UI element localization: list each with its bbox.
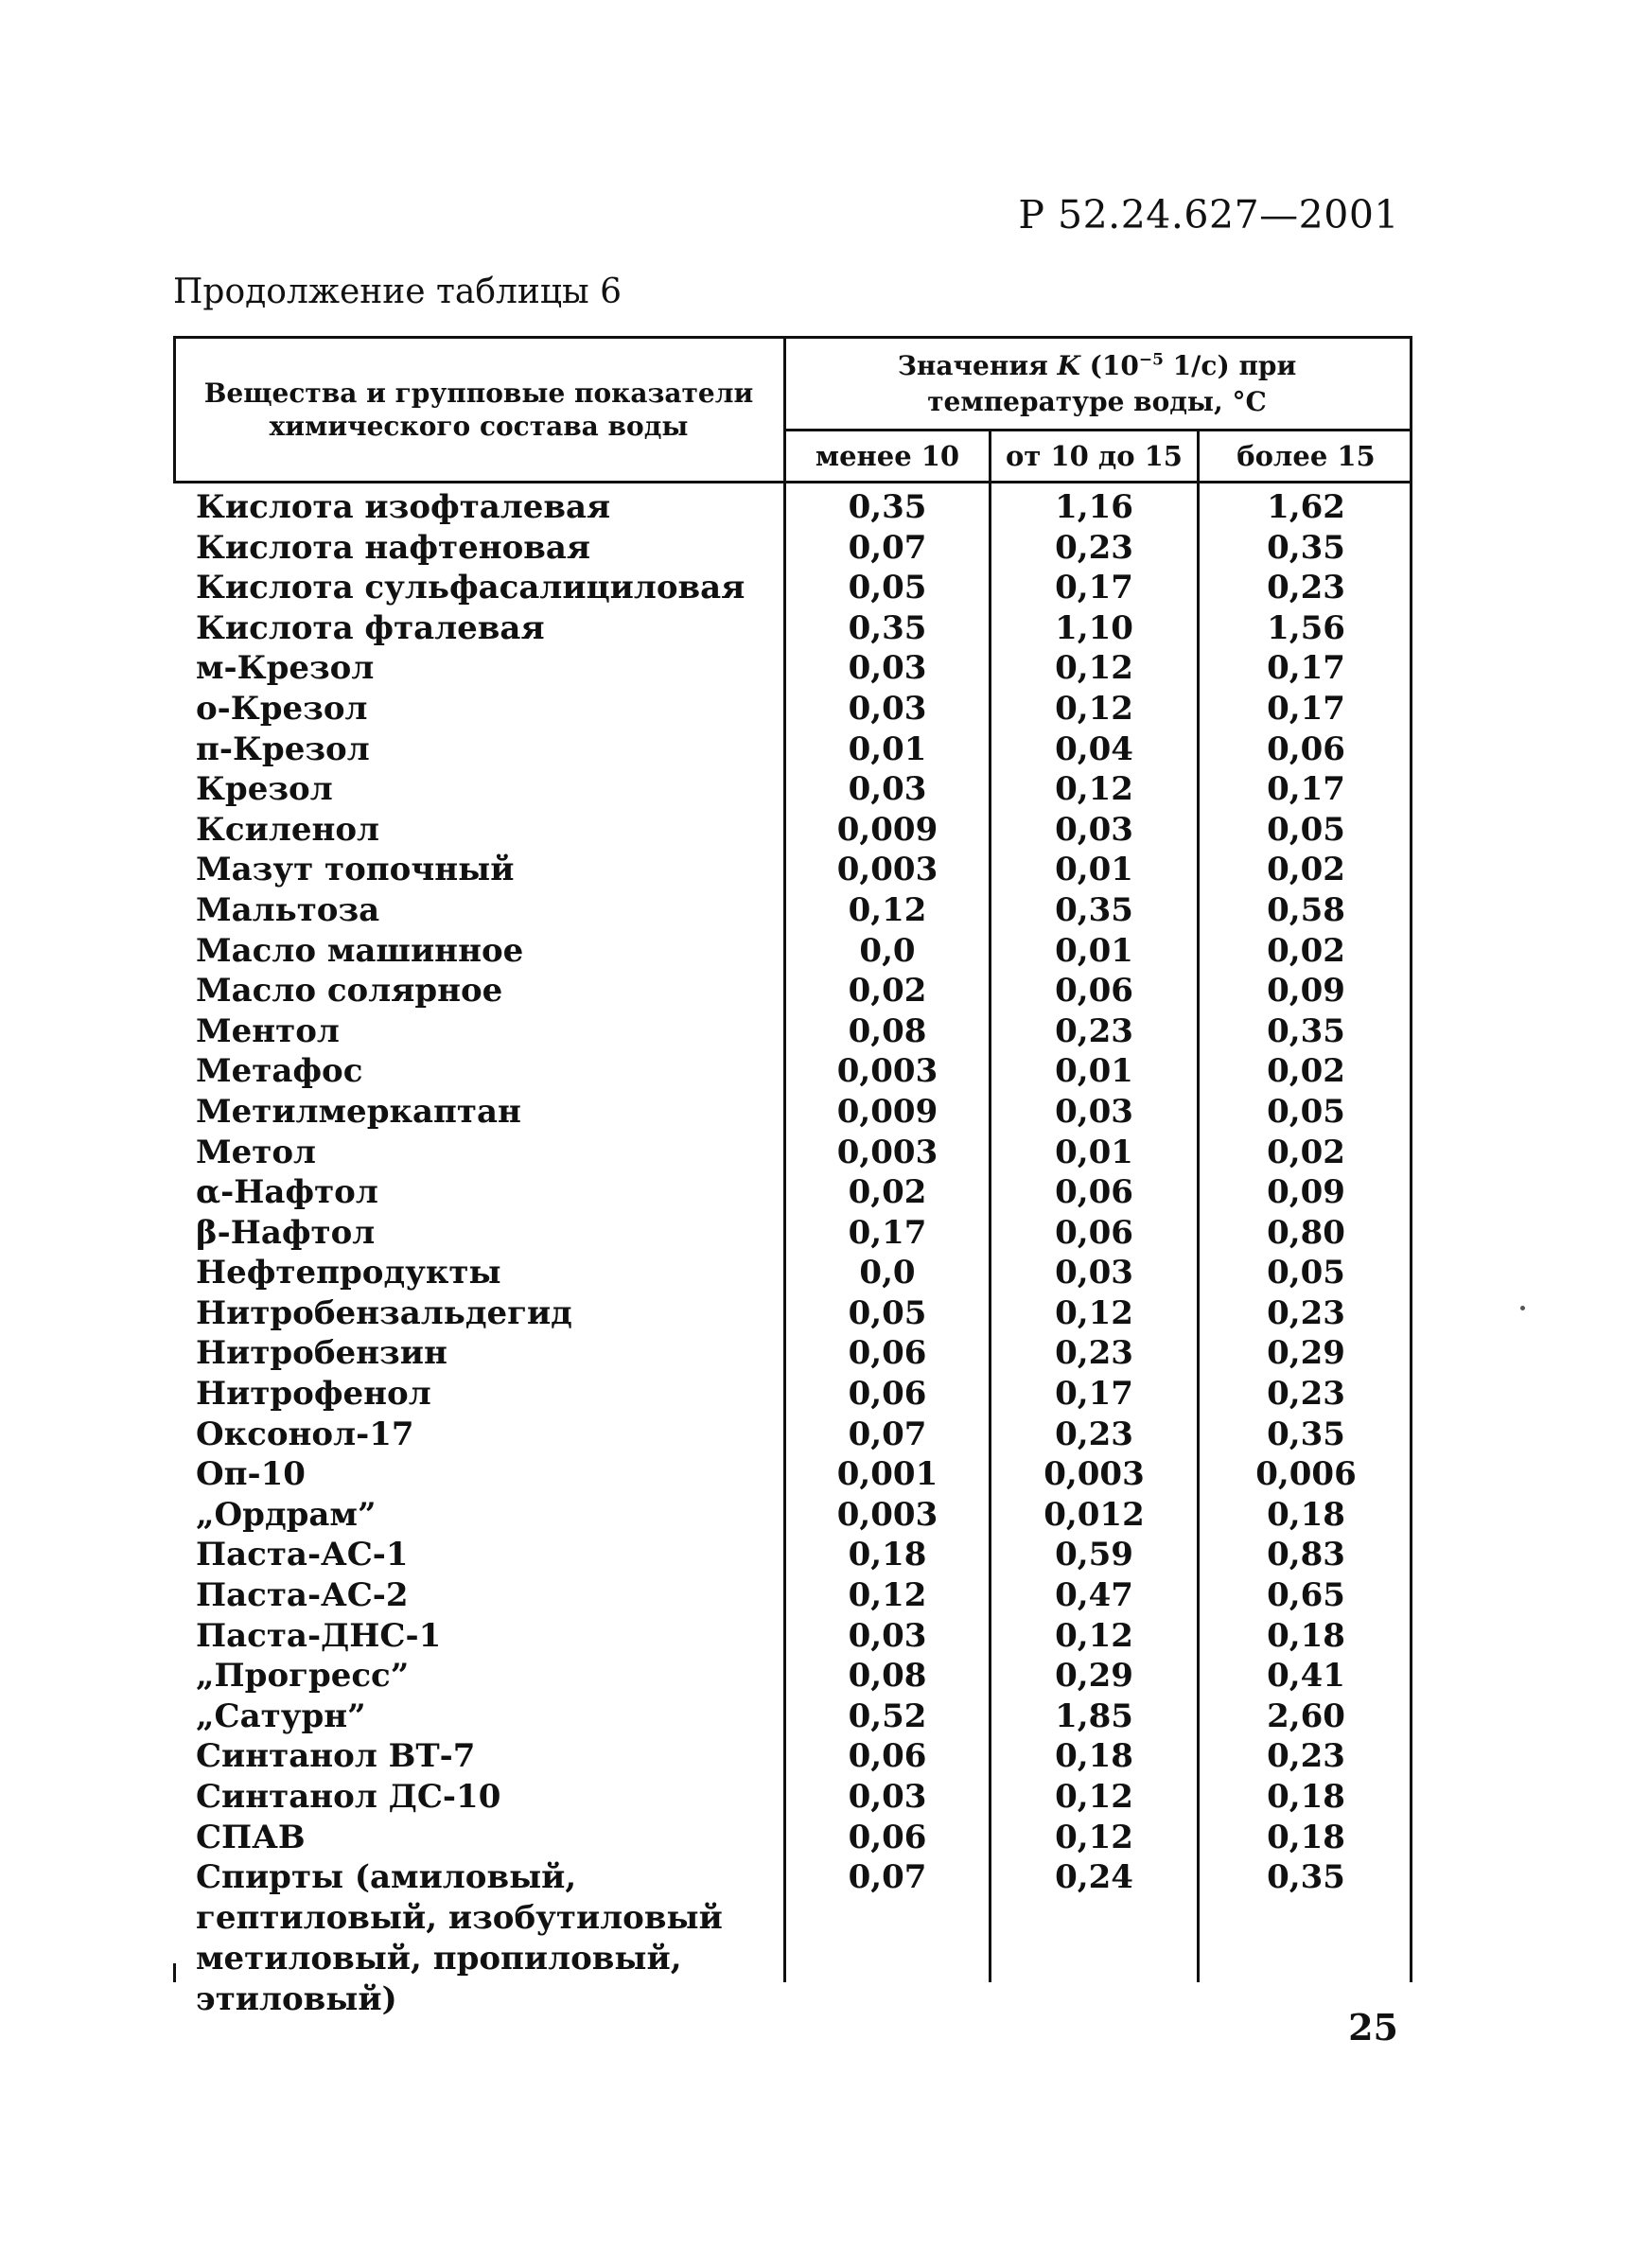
k-value: 0,12 bbox=[1055, 1818, 1133, 1856]
k-value: 0,23 bbox=[1055, 1334, 1133, 1373]
table-row bbox=[173, 931, 1412, 972]
k-value: 0,02 bbox=[848, 972, 927, 1011]
table-row bbox=[173, 608, 1412, 649]
substance-name: Паста-АС-2 bbox=[196, 1576, 409, 1615]
k-value: 0,05 bbox=[1267, 810, 1345, 849]
k-value: 0,35 bbox=[848, 488, 927, 526]
k-value: 0,07 bbox=[848, 1858, 927, 1897]
k-value: 0,23 bbox=[1055, 528, 1133, 567]
table-row bbox=[173, 850, 1412, 890]
k-value: 0,012 bbox=[1043, 1495, 1145, 1534]
table-row bbox=[173, 1818, 1412, 1858]
substance-name: СПАВ bbox=[196, 1818, 306, 1856]
k-value: 0,06 bbox=[848, 1737, 927, 1776]
substance-name: Крезол bbox=[196, 770, 333, 809]
k-value: 0,18 bbox=[848, 1536, 927, 1574]
k-value: 0,0 bbox=[859, 1254, 916, 1292]
k-value: 0,09 bbox=[1267, 1173, 1345, 1212]
table-row bbox=[173, 689, 1412, 730]
k-value: 0,23 bbox=[1267, 1375, 1345, 1414]
substance-name: α-Нафтол bbox=[196, 1173, 378, 1212]
table-row bbox=[173, 1697, 1412, 1737]
substance-name: м-Крезол bbox=[196, 649, 375, 688]
k-value: 0,01 bbox=[848, 730, 927, 768]
substance-name: п-Крезол bbox=[196, 730, 370, 768]
k-value: 0,0 bbox=[859, 931, 916, 970]
substance-name: Метилмеркаптан bbox=[196, 1092, 521, 1131]
k-value: 0,23 bbox=[1055, 1011, 1133, 1050]
k-value: 0,35 bbox=[1055, 890, 1133, 929]
table-row bbox=[173, 487, 1412, 528]
k-value: 0,06 bbox=[848, 1818, 927, 1856]
k-value: 0,58 bbox=[1267, 890, 1345, 929]
k-value: 0,35 bbox=[848, 608, 927, 647]
k-value: 0,02 bbox=[848, 1173, 927, 1212]
k-value: 0,23 bbox=[1267, 569, 1345, 607]
table-row bbox=[173, 1777, 1412, 1818]
k-value: 1,85 bbox=[1055, 1697, 1133, 1735]
table-row bbox=[173, 1495, 1412, 1536]
k-value: 0,003 bbox=[836, 851, 938, 889]
substance-name: Метафос bbox=[196, 1052, 363, 1091]
k-value: 0,07 bbox=[848, 528, 927, 567]
k-value: 0,18 bbox=[1267, 1818, 1345, 1856]
k-value: 0,65 bbox=[1267, 1576, 1345, 1615]
substance-name: β-Нафтол bbox=[196, 1213, 376, 1252]
k-value: 0,05 bbox=[848, 1293, 927, 1332]
substance-name: Паста-ДНС-1 bbox=[196, 1616, 442, 1655]
substance-name: Ксиленол bbox=[196, 810, 379, 849]
k-value: 0,03 bbox=[848, 1616, 927, 1655]
k-value: 0,23 bbox=[1267, 1293, 1345, 1332]
k-value: 0,003 bbox=[1043, 1455, 1145, 1494]
k-value: 0,17 bbox=[1267, 770, 1345, 809]
k-value: 0,12 bbox=[1055, 1293, 1133, 1332]
k-value: 0,06 bbox=[1055, 972, 1133, 1011]
k-value: 0,12 bbox=[848, 890, 927, 929]
k-value: 0,01 bbox=[1055, 1052, 1133, 1091]
table-row bbox=[173, 1092, 1412, 1133]
substance-name: Паста-АС-1 bbox=[196, 1536, 409, 1574]
k-value: 0,01 bbox=[1055, 931, 1133, 970]
header-substances: Вещества и групповые показатели химического состава воды bbox=[203, 378, 754, 442]
k-value: 0,59 bbox=[1055, 1536, 1133, 1574]
k-value: 0,23 bbox=[1055, 1415, 1133, 1453]
substance-name: Мальтоза bbox=[196, 890, 380, 929]
k-value: 0,35 bbox=[1267, 1011, 1345, 1050]
k-value: 0,009 bbox=[836, 810, 938, 849]
k-value: 0,12 bbox=[1055, 770, 1133, 809]
k-value: 0,12 bbox=[848, 1576, 927, 1615]
substance-name: Кислота изофталевая bbox=[196, 488, 611, 526]
substance-name: Масло машинное bbox=[196, 931, 524, 970]
table-row bbox=[173, 971, 1412, 1011]
k-value: 0,17 bbox=[1267, 649, 1345, 688]
k-value: 0,05 bbox=[1267, 1254, 1345, 1292]
k-value: 0,01 bbox=[1055, 851, 1133, 889]
k-value: 1,62 bbox=[1267, 488, 1345, 526]
k-value: 0,02 bbox=[1267, 1052, 1345, 1091]
k-value: 0,006 bbox=[1255, 1455, 1357, 1494]
k-value: 0,07 bbox=[848, 1415, 927, 1453]
k-value: 0,17 bbox=[1055, 569, 1133, 607]
table-row bbox=[173, 1535, 1412, 1575]
k-value: 0,009 bbox=[836, 1092, 938, 1131]
k-value: 0,03 bbox=[848, 689, 927, 728]
k-value: 0,003 bbox=[836, 1495, 938, 1534]
k-value: 0,80 bbox=[1267, 1213, 1345, 1252]
k-value: 0,12 bbox=[1055, 1616, 1133, 1655]
substance-name: Нефтепродукты bbox=[196, 1254, 501, 1292]
k-value: 0,05 bbox=[1267, 1092, 1345, 1131]
document-code: Р 52.24.627—2001 bbox=[1018, 192, 1399, 237]
substance-name: Синтанол ДС-10 bbox=[196, 1778, 501, 1816]
k-value: 0,24 bbox=[1055, 1858, 1133, 1897]
k-value: 0,06 bbox=[1267, 730, 1345, 768]
table-row bbox=[173, 1736, 1412, 1777]
table-row bbox=[173, 1616, 1412, 1657]
k-value: 0,83 bbox=[1267, 1536, 1345, 1574]
substance-name: Мазут топочный bbox=[196, 851, 515, 889]
k-value: 0,02 bbox=[1267, 931, 1345, 970]
k-value: 0,06 bbox=[1055, 1213, 1133, 1252]
table-row bbox=[173, 1253, 1412, 1293]
k-value: 1,56 bbox=[1267, 608, 1345, 647]
k-value: 0,12 bbox=[1055, 1778, 1133, 1816]
k-value: 0,003 bbox=[836, 1133, 938, 1171]
k-value: 0,18 bbox=[1267, 1495, 1345, 1534]
k-value: 0,03 bbox=[848, 1778, 927, 1816]
k-value: 0,06 bbox=[848, 1334, 927, 1373]
substance-name: Синтанол ВТ-7 bbox=[196, 1737, 476, 1776]
table-row bbox=[173, 1374, 1412, 1415]
substance-name: Метол bbox=[196, 1133, 316, 1171]
k-value: 0,01 bbox=[1055, 1133, 1133, 1171]
k-value: 1,10 bbox=[1055, 608, 1133, 647]
header-col-above-15: более 15 bbox=[1236, 440, 1376, 472]
page-number: 25 bbox=[1348, 2006, 1398, 2048]
k-value: 0,35 bbox=[1267, 528, 1345, 567]
substance-name: Масло солярное bbox=[196, 972, 503, 1011]
table-row bbox=[173, 1172, 1412, 1213]
k-value: 1,16 bbox=[1055, 488, 1133, 526]
substance-name: Кислота нафтеновая bbox=[196, 528, 591, 567]
k-value: 0,17 bbox=[1267, 689, 1345, 728]
k-value: 0,03 bbox=[1055, 1092, 1133, 1131]
table-row bbox=[173, 528, 1412, 569]
substance-name: Спирты (амиловый, гептиловый, изобутиловый метиловый, пропиловый, этиловый) bbox=[196, 1858, 723, 2019]
k-value: 0,29 bbox=[1267, 1334, 1345, 1373]
header-col-10-to-15: от 10 до 15 bbox=[1006, 440, 1183, 472]
table-row bbox=[173, 1656, 1412, 1697]
header-k-values: Значения K ($10^{-5}$ 1/с) при температуре воды, °С bbox=[897, 349, 1297, 417]
substance-name: Ментол bbox=[196, 1011, 340, 1050]
substance-name: Нитрофенол bbox=[196, 1375, 431, 1414]
header-col-below-10: менее 10 bbox=[815, 440, 960, 472]
table-row bbox=[173, 1575, 1412, 1616]
table-row bbox=[173, 1213, 1412, 1254]
table-row bbox=[173, 1857, 1412, 2019]
table-body bbox=[173, 487, 1412, 2019]
k-value: 0,17 bbox=[848, 1213, 927, 1252]
substance-name: „Ордрам” bbox=[196, 1495, 377, 1534]
k-value: 0,29 bbox=[1055, 1657, 1133, 1696]
substance-name: Нитробензин bbox=[196, 1334, 447, 1373]
k-value: 0,41 bbox=[1267, 1657, 1345, 1696]
k-value: 0,02 bbox=[1267, 851, 1345, 889]
table-row bbox=[173, 730, 1412, 770]
k-value: 0,06 bbox=[848, 1375, 927, 1414]
substance-name: Оп-10 bbox=[196, 1455, 306, 1494]
substance-name: „Сатурн” bbox=[196, 1697, 366, 1735]
k-value: 0,35 bbox=[1267, 1858, 1345, 1897]
table-row bbox=[173, 1051, 1412, 1092]
k-value: 0,18 bbox=[1055, 1737, 1133, 1776]
table-row bbox=[173, 769, 1412, 810]
k-value: 0,06 bbox=[1055, 1173, 1133, 1212]
k-value: 0,23 bbox=[1267, 1737, 1345, 1776]
table-row bbox=[173, 1011, 1412, 1052]
table-row bbox=[173, 1133, 1412, 1173]
substance-name: Оксонол-17 bbox=[196, 1415, 414, 1453]
k-value: 0,09 bbox=[1267, 972, 1345, 1011]
data-table bbox=[173, 336, 1412, 2019]
substance-name: о-Крезол bbox=[196, 689, 368, 728]
k-value: 0,02 bbox=[1267, 1133, 1345, 1171]
table-row bbox=[173, 1333, 1412, 1374]
k-value: 0,08 bbox=[848, 1011, 927, 1050]
k-value: 0,08 bbox=[848, 1657, 927, 1696]
k-value: 0,03 bbox=[848, 649, 927, 688]
table-row bbox=[173, 890, 1412, 931]
table-row bbox=[173, 568, 1412, 608]
k-value: 0,17 bbox=[1055, 1375, 1133, 1414]
k-value: 0,18 bbox=[1267, 1616, 1345, 1655]
k-value: 0,03 bbox=[1055, 1254, 1133, 1292]
table-row bbox=[173, 1454, 1412, 1495]
substance-name: Кислота сульфасалициловая bbox=[196, 569, 745, 607]
scan-speck bbox=[1520, 1306, 1525, 1310]
table-row bbox=[173, 810, 1412, 851]
k-value: 0,03 bbox=[1055, 810, 1133, 849]
k-value: 2,60 bbox=[1267, 1697, 1345, 1735]
k-value: 0,47 bbox=[1055, 1576, 1133, 1615]
substance-name: Кислота фталевая bbox=[196, 608, 545, 647]
table-row bbox=[173, 1415, 1412, 1455]
table-row bbox=[173, 1293, 1412, 1334]
table-caption: Продолжение таблицы 6 bbox=[173, 273, 623, 311]
k-value: 0,001 bbox=[836, 1455, 938, 1494]
k-value: 0,12 bbox=[1055, 689, 1133, 728]
k-value: 0,35 bbox=[1267, 1415, 1345, 1453]
k-value: 0,52 bbox=[848, 1697, 927, 1735]
k-value: 0,003 bbox=[836, 1052, 938, 1091]
k-value: 0,05 bbox=[848, 569, 927, 607]
substance-name: Нитробензальдегид bbox=[196, 1293, 572, 1332]
k-value: 0,04 bbox=[1055, 730, 1133, 768]
k-value: 0,12 bbox=[1055, 649, 1133, 688]
k-value: 0,18 bbox=[1267, 1778, 1345, 1816]
substance-name: „Прогресс” bbox=[196, 1657, 410, 1696]
k-value: 0,03 bbox=[848, 770, 927, 809]
table-row bbox=[173, 648, 1412, 689]
